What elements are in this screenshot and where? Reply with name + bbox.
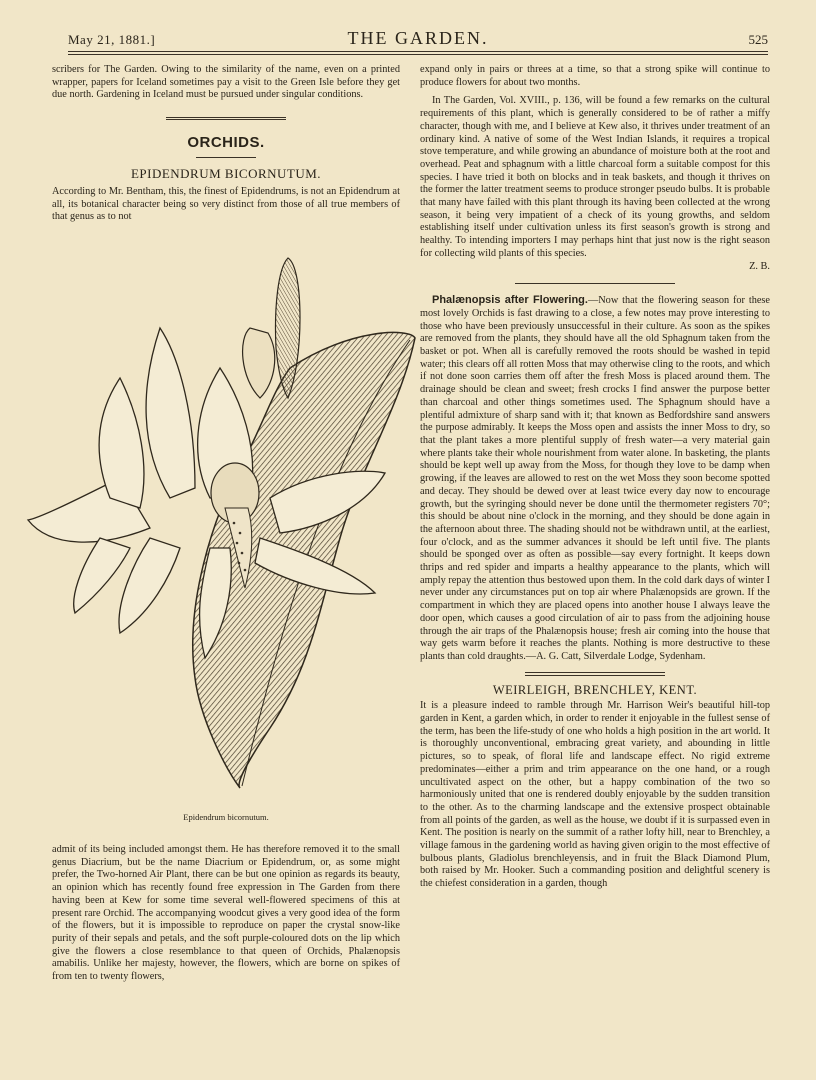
petal-upper-left (146, 328, 195, 498)
right-paragraph-1: expand only in pairs or threes at a time, so that a strong spike will continue to produce flowers for about two months. (420, 64, 770, 88)
article-start-text: According to Mr. Bentham, this, the finest of Epidendrums, is not an Epidendrum at all, its botanical character being so very distinct from those of all true members of that genus as to not (52, 186, 400, 223)
page-number: 525 (748, 32, 768, 47)
article-start (52, 186, 400, 224)
petal-mid-left (99, 378, 144, 508)
header-rule-secondary (68, 54, 768, 55)
left-column-top (52, 64, 400, 102)
section-divider-double (525, 672, 665, 676)
orchid-illustration (20, 248, 420, 818)
publication-title: THE GARDEN. (347, 28, 489, 48)
header-rule (68, 51, 768, 52)
orchids-section-header (52, 117, 400, 224)
weirleigh-title: WEIRLEIGH, BRENCHLEY, KENT. (492, 682, 698, 697)
illustration-caption: Epidendrum bicornutum. (183, 812, 269, 822)
weirleigh-body: It is a pleasure indeed to ramble through Mr. Harrison Weir's beautiful hill-top garden in Kent, a garden which, in order to render it enjoyable in the fullest sense of the term, has been the life-study of one who holds a high position in the art world. It is thoroughly unconventional, embracing great variety, and abounding in little pictures, so to speak, of floral life and landscape effect. No rigid extreme predominates—either a prim and trim appearance on the one hand, or a rough uncultivated aspect on the other, but a happy combination of the two so harmoniously united that one is rendered doubly enjoyable by the sudden transition to the other. As to the charming landscape and the extensive prospect obtainable from all points of the garden, as well as the house, we doubt if it is surpassed even in Kent. The position is nearly on the summit of a rather lofty hill, near to Brenchley, a village famous in the gardening world as having given origin to the most effective of bulbous plants, Gladiolus brenchleyensis, and in fruit the Black Diamond Plum, both raised by Mr. Hooker. Such a commanding position and delightful scenery is the chiefest consideration in a garden, though (420, 700, 770, 890)
article-title: EPIDENDRUM BICORNUTUM. (130, 166, 322, 181)
right-paragraph-2: In The Garden, Vol. XVIII., p. 136, will be found a few remarks on the cultural requirements of this plant, which is generally considered to be of rather a miffy character, though with me, and I believe at Kew also, it thrives under treatment of an ordinary kind. A native of some of the West Indian Islands, it requires a tropical stove temperature, and while growing an abundance of moisture both at the root and overhead. Peat and sphagnum with a little charcoal form a suitable compost for this species. I have tried it both on blocks and in teak baskets, and though it thrives on the former the latter treatment seems to produce stronger pseudo bulbs. It is probable that many have failed with this plant through its having been collected at the wrong season, it being very impatient of a check of its young growths, and seldom establishing itself under cultivation unless its first season's growth is strong and healthy. To intending importers I may perhaps hint that just now is the right season for collecting wild plants of this species. (420, 95, 770, 259)
title-divider (196, 157, 256, 158)
phalaenopsis-heading: Phalænopsis after Flowering. (432, 294, 588, 307)
section-rule (166, 119, 286, 120)
section-title: ORCHIDS. (187, 134, 265, 151)
signature-zb: Z. B. (749, 260, 770, 272)
section-rule (166, 117, 286, 118)
small-bud (243, 328, 275, 398)
right-column (420, 64, 770, 891)
phalaenopsis-body: —Now that the flowering season for these most lovely Orchids is fast drawing to a close, a few notes may prove interesting to those who have been previously unsuccessful in their culture. As soon as the spikes are removed from the plants, they should have all the old Sphagnum taken from the basket or pot. When all is carefully removed the roots should be washed in tepid water; this clears off all rotten Moss that may otherwise cling to the roots, and which if not done soon carries them off after the fresh Moss is placed around them. The drainage should be clean and sweet; fresh crocks I find answer the purpose better than charcoal and other things sometimes used. The Sphagnum should have a plentiful admixture of sharp sand with it; that known as Bedfordshire sand answers the purpose admirably. It keeps the Moss open and assists the inner Moss to dry, so that the plant takes a more plentiful supply of fresh water—a very material gain where plants take their whole nourishment from water alone. In basketing, the plants should be kept well up away from the Moss, for though they love to be damp when growing, if the leaves are allowed to rest on the wet Moss they soon become spotted and decay. They should be dewed over at least twice every day now to encourage growth, but the syringing should never be done until the thermometer registers 70°; this should be about nine o'clock in the morning, and they should be done again in the afternoon about three. The shading should not be withdrawn until, at the earliest, four o'clock, and as the summer advances it should be left until five. The plants should be sponged over as often as possible—say every fortnight. It keeps down thrips and red spider and imparts a healthy appearance to the plants, which will amply repay the attention thus bestowed upon them. In the cold dark days of winter I never under any circumstances put on top air where Phalænopsids are grown. If the compartment in which they are placed opens into another house I always leave the door open, which causes a good circulation of air to pass from the adjoining house through the air traps of the Phalænopsis house; fresh air coming into the house that way gets warm before it reaches the plants. Nothing is more destructive to these plants than cold draughts.—A. G. Catt, Silverdale Lodge, Sydenham. (420, 295, 771, 662)
intro-paragraph: scribers for The Garden. Owing to the similarity of the name, even on a printed wrapper, papers for Iceland sometimes pay a visit to the Green Isle before they get due north. Gardening in Iceland must be pursued under singular conditions. (52, 64, 400, 101)
issue-date: May 21, 1881.] (68, 32, 156, 47)
article-continued: admit of its being included amongst them. He has therefore removed it to the small genus Diacrium, but be the name Diacrium or Epidendrum, or, as some might prefer, the Two-horned Air Plant, there can be but one opinion as regards its beauty, an opinion which has recently found free expression in The Garden from there having been at Kew for some time several well-flowered specimens of this at present rare Orchid. The accompanying woodcut gives a very good idea of the form of the flowers, but it is impossible to reproduce on paper the crystal snow-like purity of their sepals and petals, and the soft purple-coloured dots on the lip which give the flowers a close resemblance to that queen of Orchids, Phalænopsis amabilis. Unlike her majesty, however, the flowers, which are borne on spikes of from ten to twenty flowers, (52, 844, 400, 983)
section-divider (515, 283, 675, 284)
left-column-bottom (52, 844, 400, 984)
